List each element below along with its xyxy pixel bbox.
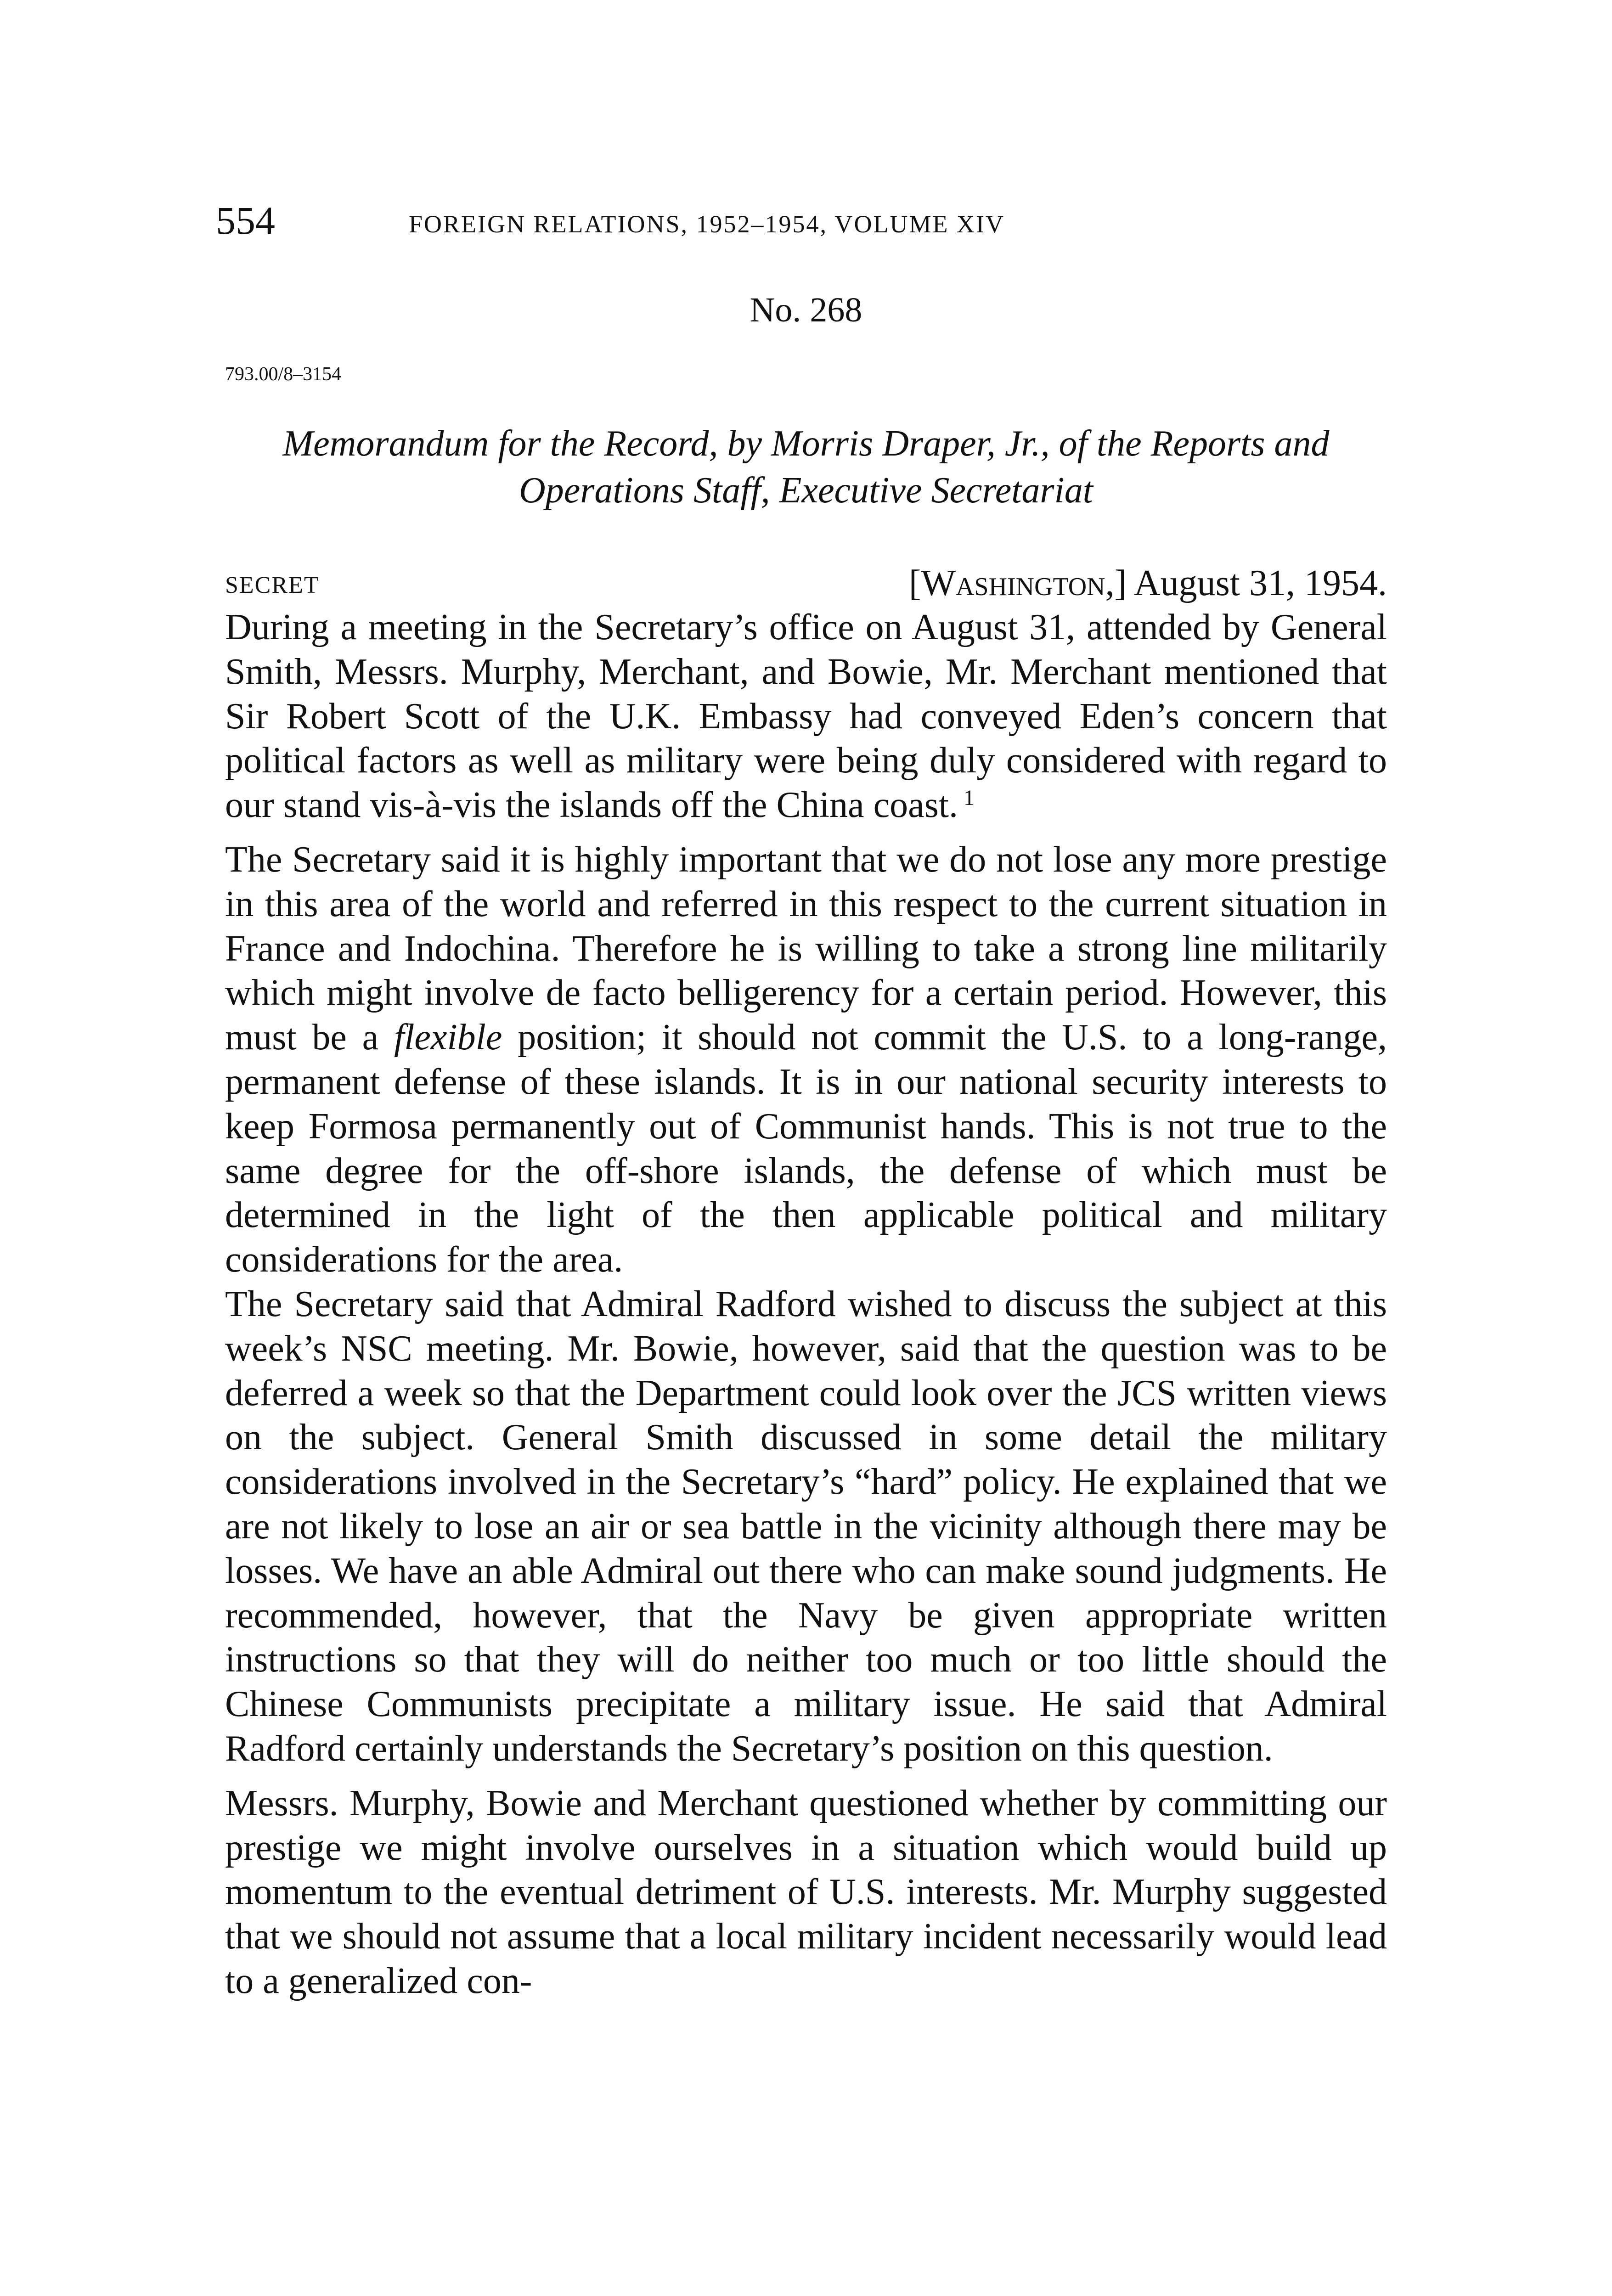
page-header [216,195,1410,246]
file-reference: 793.00/8–3154 [225,364,342,385]
paragraph-3: The Secretary said that Admiral Radford wished to discuss the subject at this week’s NSC meeting. Mr. Bowie, however, said that the question was to be deferred a week so that the Department could look over the JCS written views on the subject. General Smith discussed in some detail the military considerations involved in the Secretary’s “hard” policy. He explained that we are not likely to lose an air or sea battle in the vicinity although there may be losses. We have an able Admiral out there who can make sound judgments. He recommended, however, that the Navy be given appropriate written instructions so that they will do neither too much or too little should the Chinese Communists precipitate a military issue. He said that Admiral Radford certainly understands the Secretary’s position on this question. [225,1283,1387,1769]
paragraph-4: Messrs. Murphy, Bowie and Merchant questioned whether by committing our prestige we might involve ourselves in a situation which would build up momentum to the eventual detriment of U.S. interests. Mr. Murphy suggested that we should not assume that a local military incident necessarily would lead to a generalized con- [225,1783,1387,2001]
running-title: FOREIGN RELATIONS, 1952–1954, VOLUME XIV [409,210,1005,238]
classification-label: SECRET [225,572,320,598]
paragraph-2-text-end: position; it should not commit the U.S. to a long-range, permanent defense of these islands. It is in our national security interests to keep Formosa permanently out of Communist hands. This is not true to the same degree for the off-shore islands, the defense of which must be determined in the light of the then applicable political and military considerations for the area. [225,1017,1387,1280]
paragraph-2-emphasis: flexible [394,1017,502,1058]
dateline-place: [Washington,] [908,563,1127,603]
document-title: Memorandum for the Record, by Morris Draper, Jr., of the Reports and Operations Staff, Executive Secretariat [282,423,1330,511]
paragraph-1-text: During a meeting in the Secretary’s office on August 31, attended by General Smith, Messrs. Murphy, Merchant, and Bowie, Mr. Merchant mentioned that Sir Robert Scott of the U.K. Embassy had conveyed Eden’s concern that political factors as well as military were being duly considered with regard to our stand vis-à-vis the islands off the China coast. [225,607,1387,826]
paragraph-2 [225,838,1387,1282]
paragraph-1 [225,605,1387,827]
dateline [909,560,1387,606]
dateline-date: August 31, 1954. [1133,563,1387,603]
paragraph-2-text-start: The Secretary said it is highly important that we do not lose any more prestige in this area of the world and referred in this respect to the current situation in France and Indochina. Therefore he is willing to take a strong line militarily which might involve de facto belligerency for a certain period. However, this must be a [225,839,1387,1058]
footnote-reference: 1 [964,786,975,810]
document-number: No. 268 [750,291,862,329]
page-number: 554 [216,198,275,242]
memorandum-body [225,605,1387,2003]
